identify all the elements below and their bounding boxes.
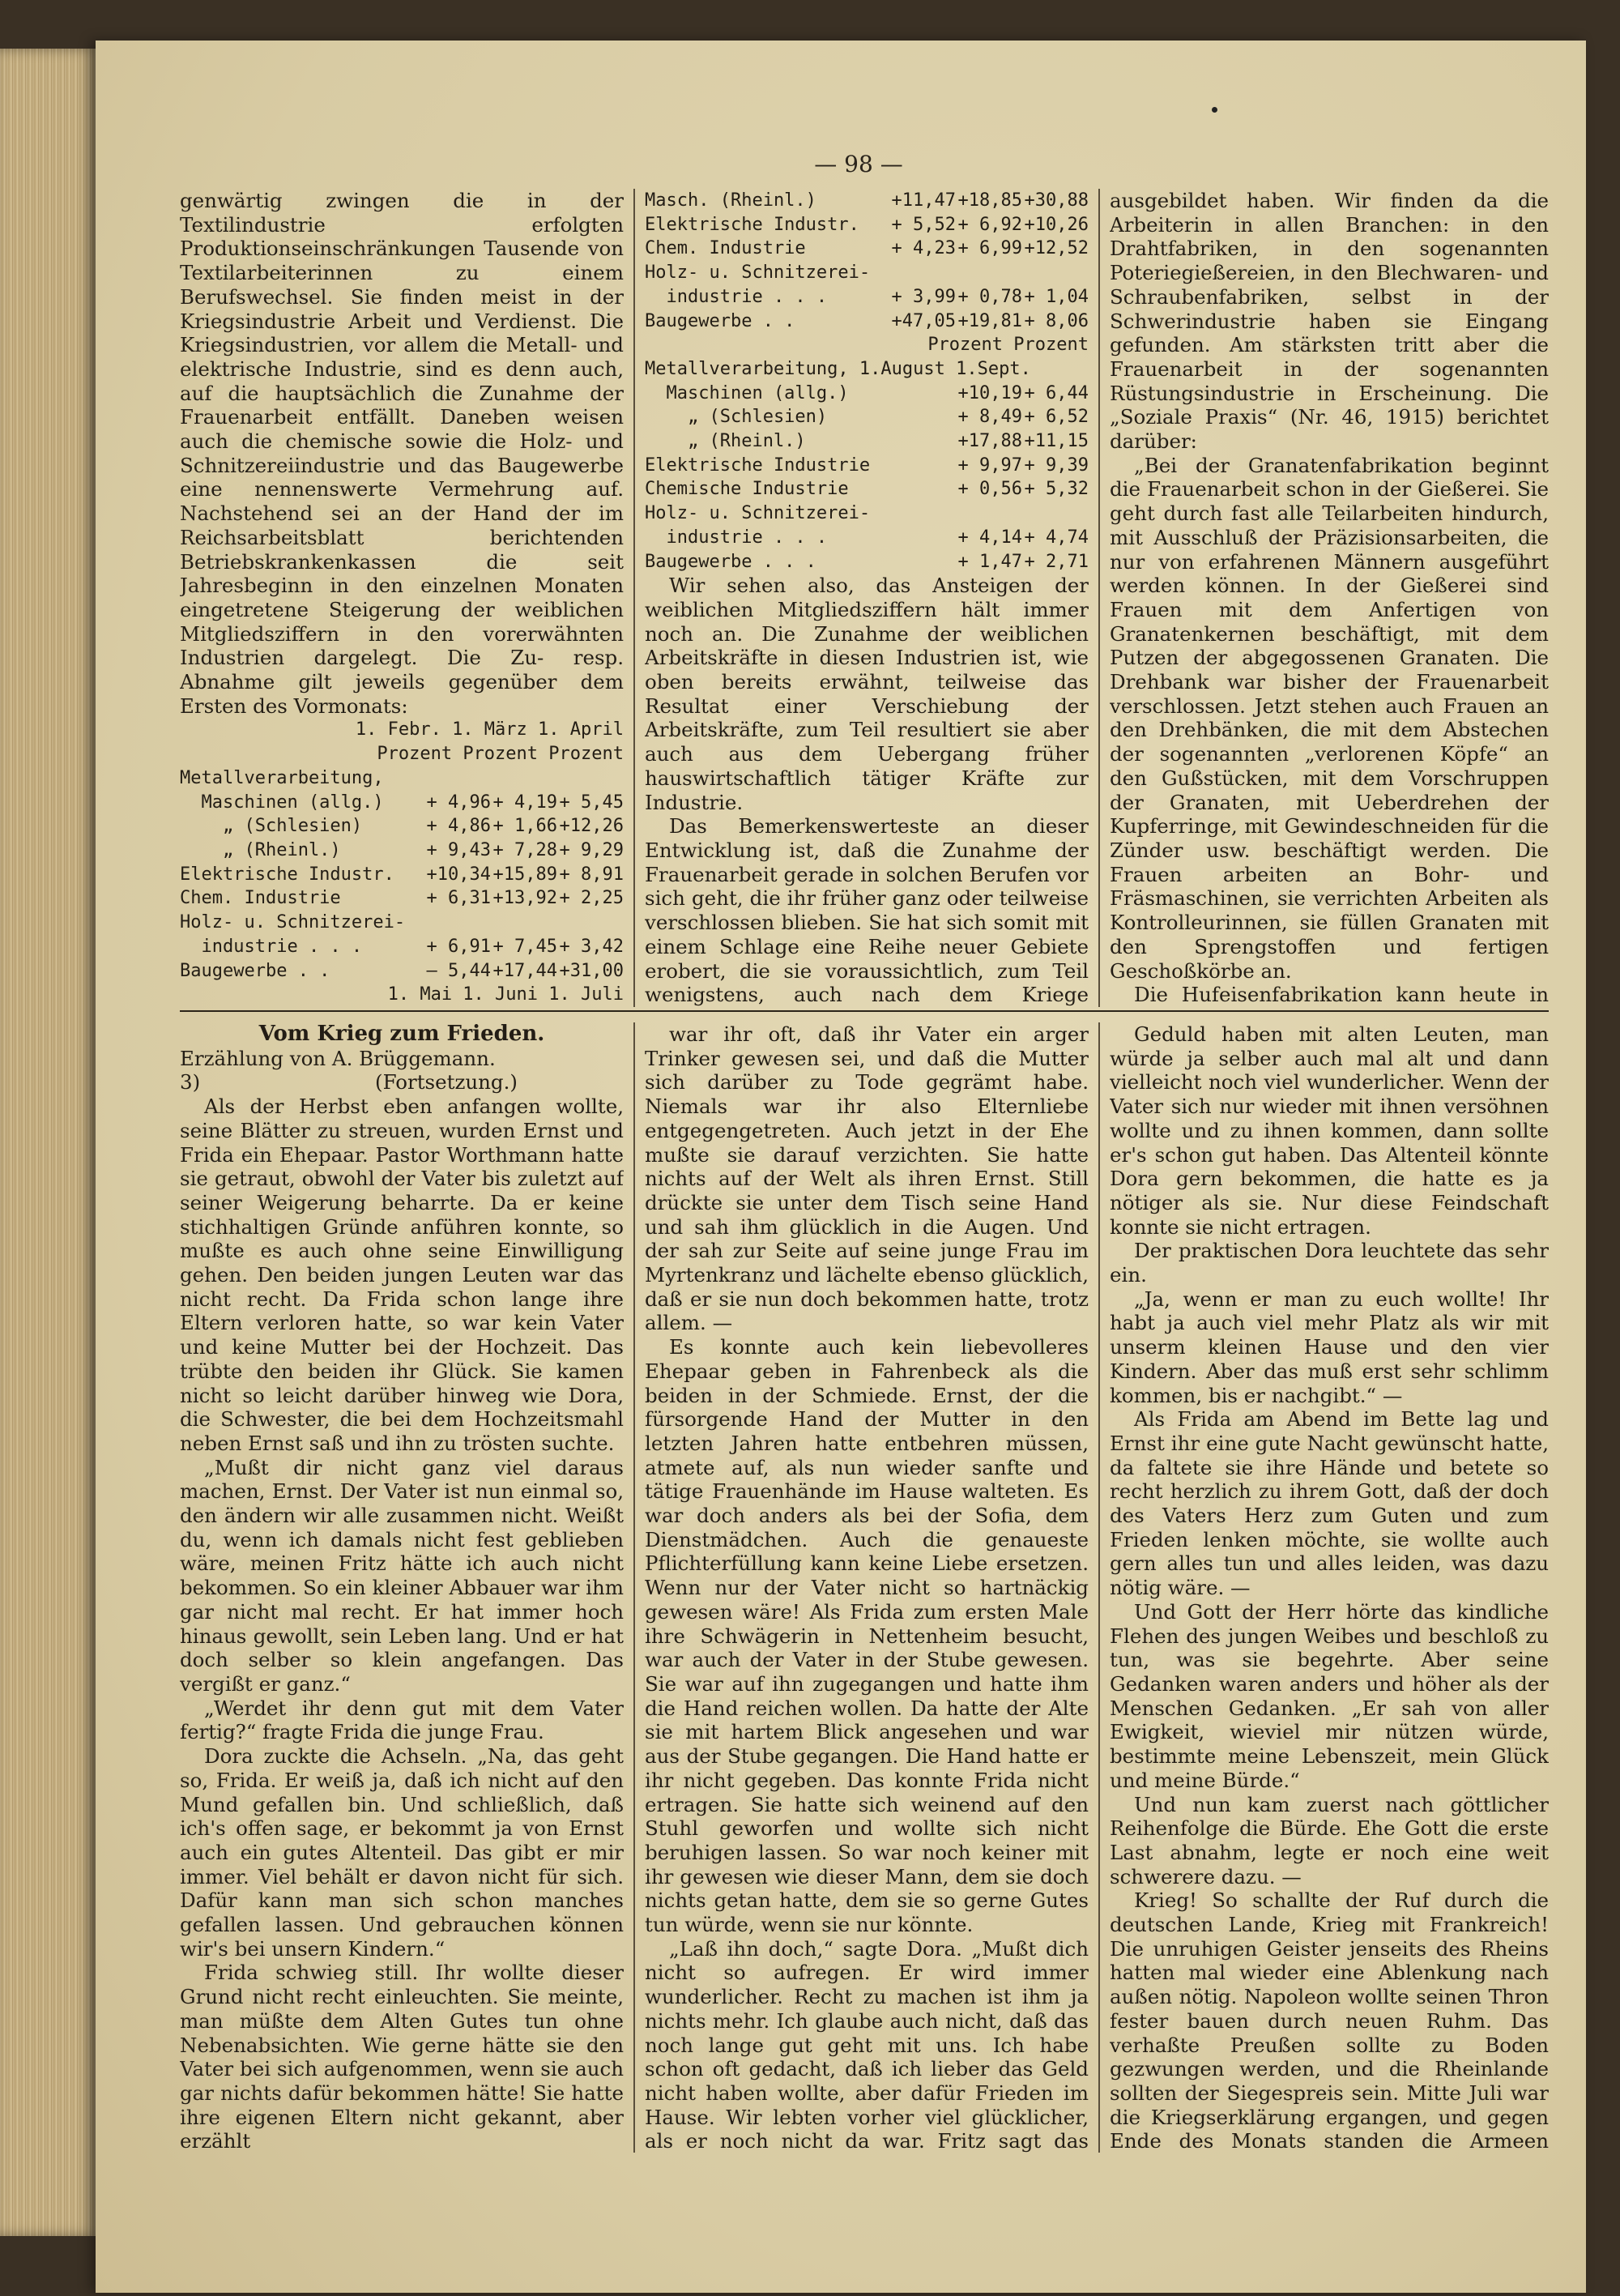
table-row-label: Holz- u. Schnitzerei- — [180, 912, 406, 933]
table-cell-value: + 1,66 — [492, 816, 557, 837]
table-row-label: Baugewerbe . . . — [645, 551, 816, 572]
article-paragraph: ausgebildet haben. Wir finden da die Arbeiterin in allen Branchen: in den Drahtfabriken, in den sogenannten Poteriegießereien, in den Blechwaren- und Schraubenfabriken, selbst in der Schwerindustrie haben sie Eingang gefunden. Am stärksten tritt aber die Frauenarbeit in der sogenannten Rüstungsindustrie in Erscheinung. Die „Soziale Praxis“ (Nr. 46, 1915) berichtet darüber: — [1110, 189, 1549, 454]
table1-rows — [180, 791, 624, 984]
table-cell-value: +10,26 — [1024, 214, 1089, 235]
table-row — [645, 501, 1089, 526]
table-row — [645, 405, 1089, 429]
article-intro-paragraph: genwärtig zwingen die in der Textilindustrie erfolgten Produktionseinschränkungen Tausende von Textilarbeiterinnen zu einem Berufswechsel. Sie finden meist in der Kriegsindustrie Arbeit und Verdienst. Die Kriegsindustrien, vor allem die Metall- und elektrische Industrie, sind es denn auch, auf die hauptsächlich die Zunahme der Frauenarbeit entfällt. Daneben weisen auch die chemische sowie die Holz- und Schnitzereiindustrie und das Baugewerbe eine nennenswerte Vermehrung auf. Nachstehend sei an der Hand der im Reichsarbeitsblatt berichtenden Betriebskrankenkassen die seit Jahresbeginn in den einzelnen Monaten eingetretene Steigerung der weiblichen Mitgliedsziffern in den vorerwähnten Industrien dargelegt. Die Zu- resp. Abnahme gilt jeweils gegenüber dem Ersten des Vormonats: — [180, 189, 624, 718]
table-cell-value: +11,15 — [1024, 431, 1089, 452]
table-cell-value: + 2,71 — [1024, 551, 1089, 572]
table-cell-value: + 8,06 — [1024, 310, 1089, 331]
table-cell-value: + 8,91 — [559, 864, 624, 885]
table-row — [645, 526, 1089, 550]
table-cell-value: +19,81 — [957, 310, 1022, 331]
story-column-3-body — [1110, 1022, 1549, 2153]
table-cell-value: + 9,97 — [957, 455, 1022, 476]
table-cell-value — [1022, 261, 1089, 285]
table-row-label: Chem. Industrie — [180, 888, 341, 909]
upper-column-1 — [180, 189, 624, 1007]
table-row-label: Chem. Industrie — [645, 238, 806, 259]
table-row-label: Maschinen (allg.) — [645, 382, 849, 403]
table-row — [180, 911, 624, 935]
table-cell-value: + 9,39 — [1024, 455, 1089, 476]
table3-rows — [645, 382, 1089, 574]
story-paragraph: „Mußt dir nicht ganz viel daraus machen, Ernst. Der Vater ist nun einmal so, den ändern wir alle zusammen nicht. Weißt du, wenn ich damals nicht fest geblieben wäre, meinen Fritz hätte ich auch nicht bekommen. So ein kleiner Abbauer war ihm gar nicht mal recht. Er hat immer hoch hinaus gewollt, sein Leben lang. Und er hat doch selber so klein angefangen. Das vergißt er ganz.“ — [180, 1455, 624, 1696]
story-paragraph: Frida schwieg still. Ihr wollte dieser Grund nicht recht einleuchten. Sie meinte, man müßte dem Alten Gutes tun ohne Nebenabsichten. Wie gerne hätte sie den Vater bei sich aufgenommen, wenn sie auch gar nichts dafür bekommen hätte! Sie hatte ihre eigenen Eltern nicht gekannt, aber erzählt — [180, 1961, 624, 2153]
table-cell-value: + 9,43 — [426, 839, 491, 860]
table-row-label: Maschinen (allg.) — [180, 792, 384, 813]
table-row-label: Chemische Industrie — [645, 479, 849, 500]
table-cell-value: + 4,96 — [426, 792, 491, 813]
story-paragraph: Der praktischen Dora leuchtete das sehr ein. — [1110, 1239, 1549, 1287]
table-cell-value: + 4,86 — [426, 816, 491, 837]
table-cell-value: +13,92 — [492, 888, 557, 909]
table-cell-value: +10,19 — [957, 382, 1022, 403]
table-cell-value: + 6,99 — [957, 238, 1022, 259]
ink-dot — [1212, 107, 1217, 113]
table-cell-value: — 5,44 — [426, 960, 491, 981]
table-row — [645, 429, 1089, 454]
table-row-label: industrie . . . — [180, 936, 363, 957]
story-paragraph: war ihr oft, daß ihr Vater ein arger Trinker gewesen sei, und daß die Mutter sich darüber zu Tode gegrämt habe. Niemals war ihr also Elternliebe entgegengetreten. Auch jetzt in der Ehe mußte sie darauf verzichten. Sie hatte nichts auf der Welt als ihren Ernst. Still drückte sie unter dem Tisch seine Hand und sah ihm glücklich in die Augen. Und der sah zur Seite auf seine junge Frau im Myrtenkranz und lächelte ebenso glücklich, daß er sie nun doch bekommen hatte, trotz allem. — — [645, 1022, 1089, 1335]
story-paragraph: Und nun kam zuerst nach göttlicher Reihenfolge die Bürde. Ehe Gott die erste Last abnahm, legte er noch eine weit schwerere dazu. — — [1110, 1792, 1549, 1888]
table-cell-value: +12,52 — [1024, 238, 1089, 259]
table-cell-value: + 0,56 — [957, 479, 1022, 500]
table-row — [645, 261, 1089, 285]
article-paragraph: Die Hufeisenfabrikation kann heute in — [1134, 983, 1549, 1007]
story-episode-number: 3) — [180, 1070, 201, 1095]
table-cell-value: +11,47 — [891, 190, 956, 211]
table-cell-value: +10,34 — [426, 864, 491, 885]
table-cell-value: + 9,29 — [559, 839, 624, 860]
table-cell-value — [956, 261, 1022, 285]
table-row-label: „ (Rheinl.) — [645, 431, 806, 452]
table3-header-units: Prozent Prozent — [927, 335, 1089, 356]
table-cell-value: + 4,74 — [1024, 527, 1089, 548]
table-cell-value: + 6,92 — [957, 214, 1022, 235]
table-row — [180, 959, 624, 984]
table-cell-value: + 6,31 — [426, 888, 491, 909]
book-page-edges — [0, 49, 97, 2236]
article-paragraph: Wir sehen also, das Ansteigen der weiblichen Mitgliedsziffern hält immer noch an. Die Zunahme der weiblichen Arbeitskräfte in diesen Industrien ist, wie oben bereits erwähnt, teilweise das Resultat einer Verschiebung der Arbeitskräfte, zum Teil resultiert sie aber auch aus dem Uebergang früher hauswirtschaftlich tätiger Kräfte zur Industrie. — [645, 574, 1089, 814]
column-divider — [1098, 189, 1100, 1007]
story-column-2-body — [645, 1022, 1089, 2153]
article-quote-paragraph: „Bei der Granatenfabrikation beginnt die Frauenarbeit schon in der Gießerei. Sie geht durch fast alle Teilarbeiten hindurch, mit Ausschluß der Präzisionsarbeiten, die nur von erfahrenen Männern ausgeführt werden können. In der Gießerei sind Frauen mit dem Anfertigen von Granatenkernen beschäftigt, mit dem Putzen der abgegossenen Granaten. Die Drehbank war bisher der Frauenarbeit verschlossen. Jetzt stehen auch Frauen an den Drehbänken, die mit dem Abstechen der sogenannten „verlorenen Köpfe“ an den Gußstücken, mit dem Vorschruppen der Granaten, mit Ueberdrehen der Kupferringe, mit Gewindeschneiden für die Zünder usw. beschäftigt werden. Die Frauen arbeiten an Bohr- und Fräsmaschinen, sie verrichten Arbeiten als Kontrolleurinnen, sie füllen Granaten mit den Sprengstoffen und fertigen Geschoßkörbe an. — [1110, 453, 1549, 983]
table-row-label: Holz- u. Schnitzerei- — [645, 503, 871, 524]
story-column-1 — [180, 1022, 624, 2153]
table-cell-value: + 3,42 — [559, 936, 624, 957]
story-byline: Erzählung von A. Brüggemann. — [180, 1046, 496, 1070]
table-cell-value: +18,85 — [957, 190, 1022, 211]
table1-header-units: Prozent Prozent Prozent — [377, 744, 624, 765]
story-paragraph: Als Frida am Abend im Bette lag und Ernst ihr eine gute Nacht gewünscht hatte, da faltete sie ihre Hände und betete so recht herzlich zu ihrem Gott, daß der doch des Vaters Herz zum Guten und zum Frieden lenken möchte, sie wollte auch gern alles tun und alles leiden, was dazu nötig wäre. — — [1110, 1407, 1549, 1600]
column-divider — [633, 189, 635, 1007]
table-row — [180, 863, 624, 887]
story-paragraph: Es konnte auch kein liebevolleres Ehepaar geben in Fahrenbeck als die beiden in der Schmiede. Ernst, der die fürsorgende Hand der Mutter in den letzten Jahren hatte entbehren müssen, atmete auf, als nun wieder sanfte und tätige Frauenhände im Hause walteten. Es war doch anders als bei der Sofia, dem Dienstmädchen. Auch die genaueste Pflichterfüllung kann keine Liebe ersetzen. Wenn nur der Vater nicht so hartnäckig gewesen wäre! Als Frida zum ersten Male ihre Schwägerin in Nettenheim besucht, war auch der Vater in der Stube gewesen. Sie war auf ihn zugegangen und hatte ihm die Hand reichen wollen. Da hatte der Alte sie mit hartem Blick angesehen und war aus der Stube gegangen. Die Hand hatte er ihr nicht gegeben. Das konnte Frida nicht ertragen. Sie hatte sich weinend auf den Stuhl geworfen und wollte sich nicht beruhigen lassen. So war noch keiner mit ihr gewesen wie dieser Mann, dem sie doch nichts getan hatte, dem sie so gerne Gutes tun würde, wenn sie nur könnte. — [645, 1335, 1089, 1937]
table-cell-value — [889, 261, 956, 285]
story-column-1-body — [180, 1095, 624, 2153]
table-cell-value: + 6,91 — [426, 936, 491, 957]
table-cell-value — [491, 911, 557, 935]
table-cell-value: + 7,28 — [492, 839, 557, 860]
story-paragraph: Krieg! So schallte der Ruf durch die deutschen Lande, Krieg mit Frankreich! Die unruhigen Geister jenseits des Rheins hatten mal wieder eine Ablenkung nach außen nötig. Napoleon wollte seinen Thron fester bauen durch neuen Ruhm. Das verhaßte Preußen sollte zu Boden gezwungen werden, und die Rheinlande sollten der Siegespreis sein. Mitte Juli war die Kriegserklärung ergangen, und gegen Ende des Monats standen die Armeen — [1110, 1888, 1549, 2153]
table-cell-value: +31,00 — [559, 960, 624, 981]
table2-continued-rows — [645, 189, 1089, 333]
table-row — [180, 814, 624, 839]
table3-header-dates: Metallverarbeitung, 1.August 1.Sept. — [645, 358, 1031, 379]
table-row — [180, 935, 624, 959]
table-row — [645, 237, 1089, 261]
table-row — [645, 477, 1089, 501]
story-column-2 — [645, 1022, 1089, 2153]
table-row-label: industrie . . . — [645, 527, 828, 548]
table-row-label: Baugewerbe . . — [180, 960, 330, 981]
table-row — [645, 189, 1089, 213]
table-row — [645, 213, 1089, 237]
table-row — [645, 454, 1089, 478]
table1-group-label: Metallverarbeitung, — [180, 767, 384, 788]
story-paragraph: „Ja, wenn er man zu euch wollte! Ihr habt ja auch viel mehr Platz als wir mit unserm kleinen Hause und den vier Kindern. Aber das muß erst sehr schlimm kommen, bis er nachgibt.“ — — [1110, 1287, 1549, 1407]
table-cell-value: +47,05 — [891, 310, 956, 331]
table-row-label: „ (Rheinl.) — [180, 839, 341, 860]
table-row-label: Baugewerbe . . — [645, 310, 795, 331]
table-cell-value: +15,89 — [492, 864, 557, 885]
story-paragraph: Als der Herbst eben anfangen wollte, seine Blätter zu streuen, wurden Ernst und Frida ein Ehepaar. Pastor Worthmann hatte sie getraut, obwohl der Vater bis zuletzt auf seiner Weigerung beharrte. Da er keine stichhaltigen Gründe anführen konnte, so mußte es auch ohne seine Einwilligung gehen. Den beiden jungen Leuten war das nicht recht. Da Frida schon lange ihre Eltern verloren hatte, so war kein Vater und keine Mutter bei der Hochzeit. Das trübte den beiden ihr Glück. Sie kamen nicht so leicht darüber hinweg wie Dora, die Schwester, die bei dem Hochzeitsmahl neben Ernst saß und ihn zu trösten suchte. — [180, 1095, 624, 1455]
table-row-label: industrie . . . — [645, 286, 828, 307]
table-cell-value: + 2,25 — [559, 888, 624, 909]
story-column-3 — [1110, 1022, 1549, 2153]
table-row-label: Elektrische Industrie — [645, 455, 871, 476]
story-paragraph: Und Gott der Herr hörte das kindliche Flehen des jungen Weibes und beschloß zu tun, was sie begehrte. Aber seine Gedanken waren anders und höher als der Menschen Gedanken. „Er sah von aller Ewigkeit, wieviel mir nützen würde, bestimmte meine Lebenszeit, mein Glück und meine Bürde.“ — [1110, 1599, 1549, 1792]
table-cell-value: +12,26 — [559, 816, 624, 837]
table-row-label: Masch. (Rheinl.) — [645, 190, 816, 211]
table-cell-value: + 5,32 — [1024, 479, 1089, 500]
table-row — [180, 791, 624, 815]
table-cell-value: +17,44 — [492, 960, 557, 981]
upper-column-3 — [1110, 189, 1549, 1007]
article-paragraph: Das Bemerkenswerteste an dieser Entwicklung ist, daß die Zunahme der Frauenarbeit gerade in solchen Berufen vor sich geht, die ihr früher ganz oder teilweise verschlossen blieben. Sie hat sich somit mit einem Schlage eine Reihe neuer Gebiete erobert, die sie voraussichtlich, zum Teil wenigstens, auch nach dem Kriege — [645, 814, 1089, 1007]
table-cell-value: + 1,47 — [957, 551, 1022, 572]
table-cell-value: + 6,52 — [1024, 407, 1089, 428]
table-row — [645, 382, 1089, 406]
story-title: Vom Krieg zum Frieden. — [258, 1022, 545, 1046]
table-cell-value: + 0,78 — [957, 286, 1022, 307]
table-row — [180, 839, 624, 863]
table-cell-value — [424, 911, 491, 935]
column-divider — [633, 1022, 635, 2153]
table-cell-value: + 4,14 — [957, 527, 1022, 548]
table1-header-dates: 1. Febr. 1. März 1. April — [355, 719, 624, 740]
table-cell-value: + 6,44 — [1024, 382, 1089, 403]
table-cell-value — [1022, 501, 1089, 526]
table-row-label: Elektrische Industr. — [180, 864, 394, 885]
table-cell-value: + 4,19 — [492, 792, 557, 813]
table2-header-dates: 1. Mai 1. Juni 1. Juli — [387, 984, 624, 1005]
table-cell-value: + 4,23 — [891, 238, 956, 259]
table-row-label: Holz- u. Schnitzerei- — [645, 262, 871, 284]
table-cell-value: + 7,45 — [492, 936, 557, 957]
page-number: — 98 — — [814, 151, 903, 177]
upper-column-2 — [645, 189, 1089, 1007]
table-cell-value — [956, 501, 1022, 526]
table-cell-value: + 3,99 — [891, 286, 956, 307]
table-row — [645, 309, 1089, 334]
story-paragraph: Dora zuckte die Achseln. „Na, das geht so, Frida. Er weiß ja, daß ich nicht auf den Mund gefallen bin. Und schließlich, daß ich's offen sage, er bekommt ja von Ernst auch ein gutes Altenteil. Das gibt er mir immer. Viel behält er davon nicht für sich. Dafür kann man sich schon manches gefallen lassen. Und gebrauchen können wir's bei unsern Kindern.“ — [180, 1744, 624, 1961]
table-cell-value: +17,88 — [957, 431, 1022, 452]
table-row-label: „ (Schlesien) — [645, 407, 828, 428]
story-continuation-label: (Fortsetzung.) — [375, 1070, 518, 1095]
table-cell-value: +30,88 — [1024, 190, 1089, 211]
column-divider — [1098, 1022, 1100, 2153]
table-cell-value: + 5,52 — [891, 214, 956, 235]
section-divider — [180, 1010, 1549, 1012]
story-paragraph: „Laß ihn doch,“ sagte Dora. „Mußt dich nicht so aufregen. Er wird immer wunderlicher. Recht zu machen ist ihm ja nichts mehr. Ich glaube auch nicht, daß das noch lange gut geht mit uns. Ich habe schon oft gedacht, daß ich lieber das Geld nicht haben wollte, aber dafür Frieden im Hause. Wir lebten vorher viel glücklicher, als er noch nicht da war. Fritz sagt das — [645, 1936, 1089, 2153]
table-row — [645, 285, 1089, 309]
table-row-label: Elektrische Industr. — [645, 214, 859, 235]
table-row-label: „ (Schlesien) — [180, 816, 363, 837]
table-row — [180, 886, 624, 911]
story-paragraph: Geduld haben mit alten Leuten, man würde ja selber auch mal alt und dann vielleicht noch viel wunderlicher. Wenn der Vater sich nur wieder mit ihnen versöhnen wollte und zu ihnen kommen, dann sollte er's schon gut haben. Das Altenteil könnte Dora gern bekommen, die hatte es ja nötiger als sie. Nur diese Feindschaft konnte sie nicht ertragen. — [1110, 1022, 1549, 1239]
table-cell-value: + 5,45 — [559, 792, 624, 813]
table-cell-value: + 1,04 — [1024, 286, 1089, 307]
story-paragraph: „Werdet ihr denn gut mit dem Vater fertig?“ fragte Frida die junge Frau. — [180, 1696, 624, 1744]
table-cell-value — [557, 911, 624, 935]
table-cell-value: + 8,49 — [957, 407, 1022, 428]
table-row — [645, 550, 1089, 574]
